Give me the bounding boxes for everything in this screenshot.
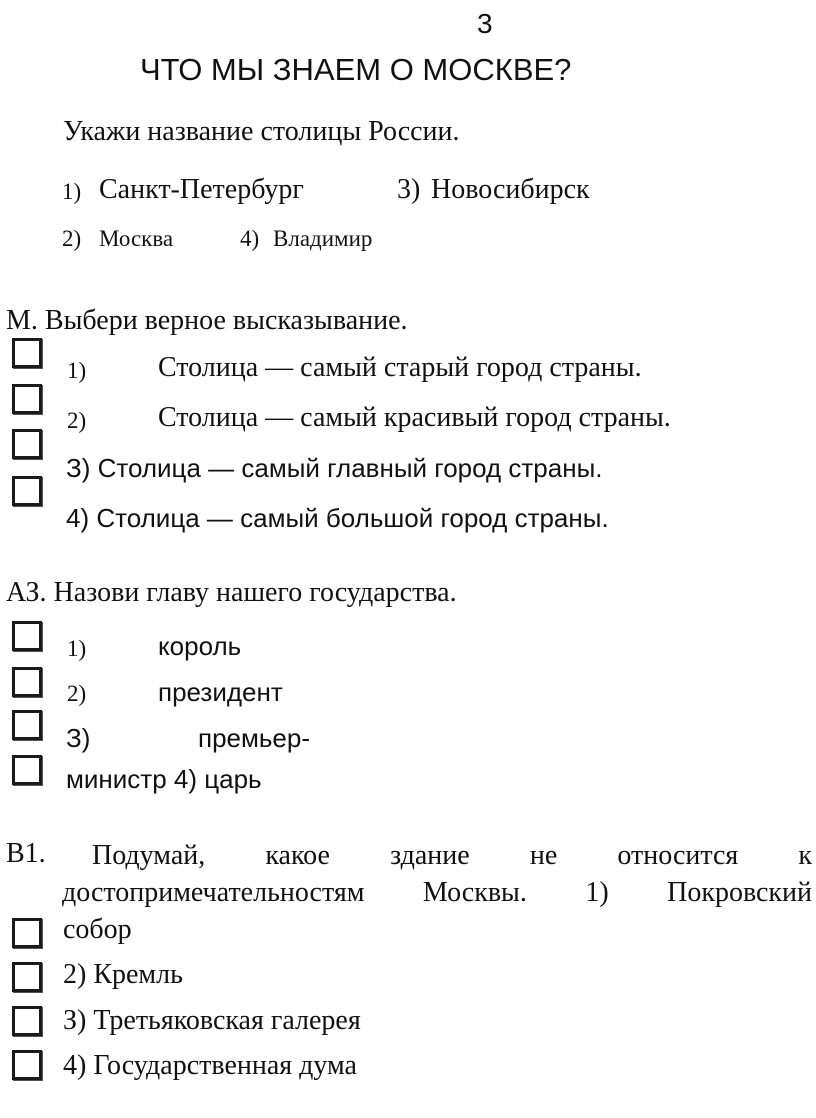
q2-option-2-num: 2) xyxy=(67,408,87,433)
q4-option-2-label[interactable]: 2) Кремль xyxy=(63,959,183,990)
q2-checkbox-3[interactable] xyxy=(12,429,42,459)
q4-word: Подумай, xyxy=(92,840,206,871)
q1-option-4-label[interactable]: Владимир xyxy=(273,226,373,251)
q3-checkbox-1[interactable] xyxy=(12,621,42,651)
q3-option-3-num: З) xyxy=(66,723,91,753)
q4-word: к xyxy=(798,840,813,871)
q4-word: Москвы. xyxy=(422,877,527,908)
q3-option-2-label[interactable]: президент xyxy=(158,677,283,707)
question-4-line-2 xyxy=(62,877,812,909)
q4-word: не xyxy=(529,840,558,871)
q1-option-2-label[interactable]: Москва xyxy=(99,226,174,251)
q4-option-3-label[interactable]: З) Третьяковская галерея xyxy=(63,1005,361,1036)
q2-option-2-label[interactable]: Столица — самый красивый город страны. xyxy=(158,402,671,433)
q1-option-3-label[interactable]: Новосибирск xyxy=(431,174,590,205)
q3-option-4-label[interactable]: министр 4) царь xyxy=(66,764,262,794)
q1-option-3-num: 3) xyxy=(397,174,421,205)
q3-option-3-label[interactable]: премьер- xyxy=(198,723,310,753)
question-3-text: АЗ. Назови главу нашего государства. xyxy=(6,577,457,608)
q4-checkbox-4[interactable] xyxy=(12,1050,42,1080)
question-4-line-1 xyxy=(92,840,812,872)
q4-word: 1) xyxy=(585,877,609,908)
q3-checkbox-4[interactable] xyxy=(12,755,42,785)
q3-checkbox-2[interactable] xyxy=(12,667,42,697)
q3-option-1-label[interactable]: король xyxy=(158,631,242,661)
q2-option-1-num: 1) xyxy=(67,358,87,383)
q2-option-4-label[interactable]: 4) Столица — самый большой город страны. xyxy=(66,503,609,533)
q1-option-1-label[interactable]: Санкт-Петербург xyxy=(99,174,304,205)
q1-option-1-num: 1) xyxy=(62,179,82,204)
q4-option-4-label[interactable]: 4) Государственная дума xyxy=(63,1050,357,1081)
q3-option-1-num: 1) xyxy=(67,636,87,661)
page-number: 3 xyxy=(477,8,493,39)
question-4-prefix: В1. xyxy=(6,838,46,869)
q4-checkbox-1[interactable] xyxy=(12,918,42,948)
q4-word: Покровский xyxy=(667,877,813,908)
question-2-text: М. Выбери верное высказывание. xyxy=(6,305,408,336)
q4-word: относится xyxy=(617,840,739,871)
q3-checkbox-3[interactable] xyxy=(12,710,42,740)
q4-word: достопримечательностям xyxy=(62,877,365,908)
q4-checkbox-3[interactable] xyxy=(12,1006,42,1036)
q2-checkbox-4[interactable] xyxy=(12,476,42,506)
question-1-text: Укажи название столицы России. xyxy=(63,116,460,147)
q4-word: здание xyxy=(390,840,470,871)
page-title: ЧТО МЫ ЗНАЕМ О МОСКВЕ? xyxy=(140,52,572,87)
q2-checkbox-2[interactable] xyxy=(12,384,42,414)
q2-option-1-label[interactable]: Столица — самый старый город страны. xyxy=(158,352,642,383)
q4-option-1-label[interactable]: собор xyxy=(63,914,132,945)
q2-checkbox-1[interactable] xyxy=(12,338,42,368)
q3-option-2-num: 2) xyxy=(67,681,87,706)
q4-checkbox-2[interactable] xyxy=(12,962,42,992)
q1-option-4-num: 4) xyxy=(240,226,260,251)
q1-option-2-num: 2) xyxy=(62,226,82,251)
q4-word: какое xyxy=(265,840,330,871)
q2-option-3-label[interactable]: З) Столица — самый главный город страны. xyxy=(66,453,603,483)
